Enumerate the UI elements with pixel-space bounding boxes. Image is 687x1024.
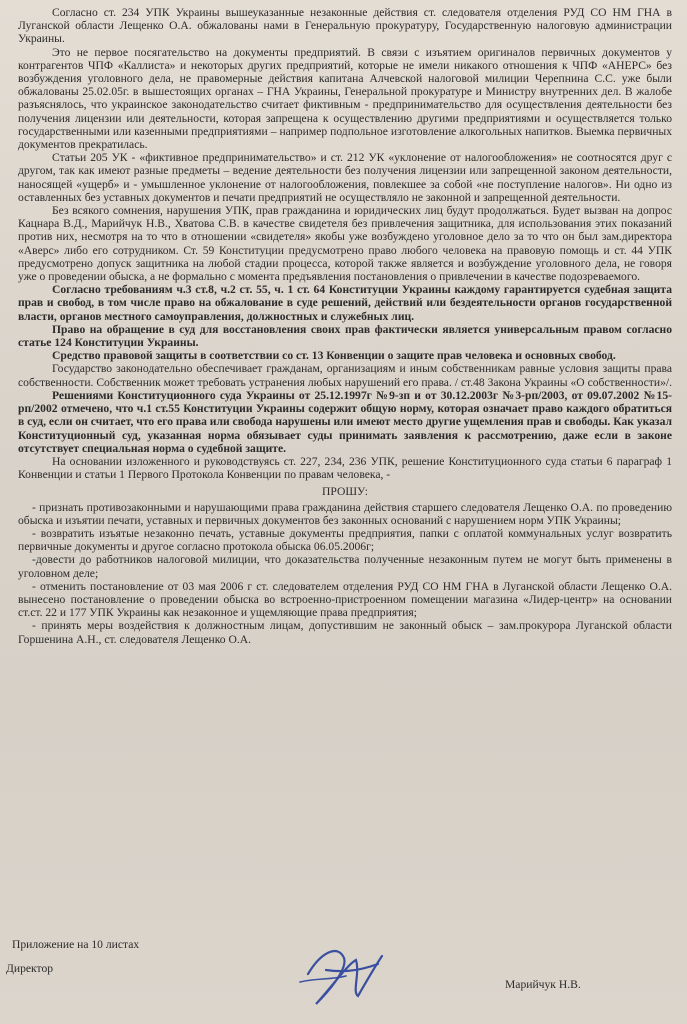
document-paragraph: Решениями Конституционного суда Украины от 25.12.1997г №9-зп и от 30.12.2003г №3-рп/2003, от 09.07.2002 №15-рп/2002 отмечено, что ч.1 ст.55 Конституции Украины содержит общую норму, которая означает право каждого обратиться в суд, если он считает, что его права или свобода нарушены или имеют место другие ущемления прав и свободы. Как указал Конституционный суд, указанная норма обязывает суды принимать заявления к рассмотрению, даже если в законе отсутствует специальная норма о судебной защите.: [18, 388, 672, 455]
document-paragraph: Статьи 205 УК - «фиктивное предпринимательство» и ст. 212 УК «уклонение от налогообложения» не соотносятся друг с другом, так как имеют разные предметы – ведение деятельности без получения лицензии или запрещенной законом деятельности, наносящей «ущерб» и - умышленное уклонение от налогообложения, повлекшее за собой «не поступление налогов». Ни одно из оставленных без уставных документов и печати предприятий не осуществляло не законной и запрещенной деятельности.: [18, 151, 672, 204]
document-paragraph: Право на обращение в суд для восстановления своих прав фактически является универсальным правом согласно статье 124 Конституции Украины.: [18, 322, 672, 350]
request-heading: ПРОШУ:: [321, 485, 369, 499]
document-body: [18, 6, 672, 646]
document-paragraph: Средство правовой защиты в соответствии со ст. 13 Конвенции о защите прав человека и основных свобод.: [52, 349, 616, 363]
document-paragraph: Без всякого сомнения, нарушения УПК, прав гражданина и юридических лиц будут продолжаться. Будет вызван на допрос Кацнара В.Д., Марийчук Н.В., Хватова С.В. в качестве свидетеля без привлечения защитника, для использования этих показаний против них, несмотря на то что в отношении «свидетеля» якобы уже возбуждено уголовное дело за то что он был зам.директора «Аверс» либо его сотрудником. Ст. 59 Конституции предусмотрено право любого человека на правовую помощь и ст. 44 УПК предусмотрено допуск защитника на любой стадии процесса, которой также является и возбуждение уголовного дела, не говоря уже о проведении обыска, а не формально с момента предъявления постановления о привлечении в качестве подозреваемого.: [18, 204, 672, 284]
request-item: - принять меры воздействия к должностным лицам, допустившим не законный обыск – зам.прокурора Луганской области Горшенина А.Н., ст. следователя Лещенко О.А.: [18, 619, 672, 646]
request-item: -довести до работников налоговой милиции, что доказательства полученные незаконным путем не могут быть применены в уголовном деле;: [18, 553, 672, 580]
attachment-note: Приложение на 10 листах: [12, 938, 140, 951]
document-footer: [0, 928, 687, 1024]
document-paragraph: Согласно требованиям ч.3 ст.8, ч.2 ст. 55, ч. 1 ст. 64 Конституции Украины каждому гарантируется судебная защита прав и свобод, в том числе право на обжалование в суде решений, действий или бездеятельности органов государственной власти, органов местного самоуправления, должностных и служебных лиц.: [18, 283, 672, 323]
request-item: - признать противозаконными и нарушающими права гражданина действия старшего следователя Лещенко О.А. по проведению обыска и изъятии печати, уставных и первичных документов без законных оснований с нарушением норм УПК Украины;: [18, 500, 672, 527]
document-paragraph: Согласно ст. 234 УПК Украины вышеуказанные незаконные действия ст. следователя отделения РУД СО НМ ГНА в Луганской области Лещенко О.А. обжалованы нами в Генеральную прокуратуру, Государственную налоговую администрации Украины.: [18, 6, 672, 46]
document-paragraph: На основании изложенного и руководствуясь ст. 227, 234, 236 УПК, решение Конституционного суда статьи 6 параграф 1 Конвенции и статьи 1 Первого Протокола Конвенции по правам человека, -: [18, 454, 672, 482]
request-item: - возвратить изъятые незаконно печать, уставные документы предприятия, папки с оплатой коммунальных услуг возвратить первичные документы и другое согласно протокола обыска 06.05.2006г;: [18, 526, 672, 554]
document-paragraph: Это не первое посягательство на документы предприятий. В связи с изъятием оригиналов первичных документов у контрагентов ЧПФ «Каллиста» и некоторых других предприятий, которые не имели никакого отношения к ЧПФ «АНЕРС» без возбуждения уголовного дела, не правомерные действия капитана Алчевской налоговой милиции Черепнина С.С. уже были обжалованы 25.02.05г. в вышестоящих органах – ГНА Украины, Генеральной прокуратуре и Министру внутренних дел. В жалобе разъяснялось, что украинское законодательство считает фиктивным - предпринимательство для осуществления деятельности без получения лицензии или деятельности, которая запрещена к осуществлению другими предприятиями и осуществляется только государственными или казенными предприятиями – например подпольное изготовление алкогольных напитков. Выемка первичных документов прекратилась.: [18, 45, 672, 152]
handwritten-signature: [286, 934, 396, 1014]
request-item: - отменить постановление от 03 мая 2006 г ст. следователем отделения РУД СО НМ ГНА в Луганской области Лещенко О.А. вынесено постановление о проведении обыска во встроенно-пристроенном помещении магазина «Лидер-центр» на основании ст.ст. 22 и 177 УПК Украины как незаконное и ущемляющие права предприятия;: [18, 579, 672, 620]
director-label: Директор: [6, 962, 54, 975]
signer-name: Марийчук Н.В.: [505, 978, 581, 991]
document-paragraph: Государство законодательно обеспечивает гражданам, организациям и иным собственникам равные условия защиты права собственности. Собственник может требовать устранения любых нарушений его права. / ст.48 Закона Украины «О собственности»/.: [18, 362, 672, 389]
